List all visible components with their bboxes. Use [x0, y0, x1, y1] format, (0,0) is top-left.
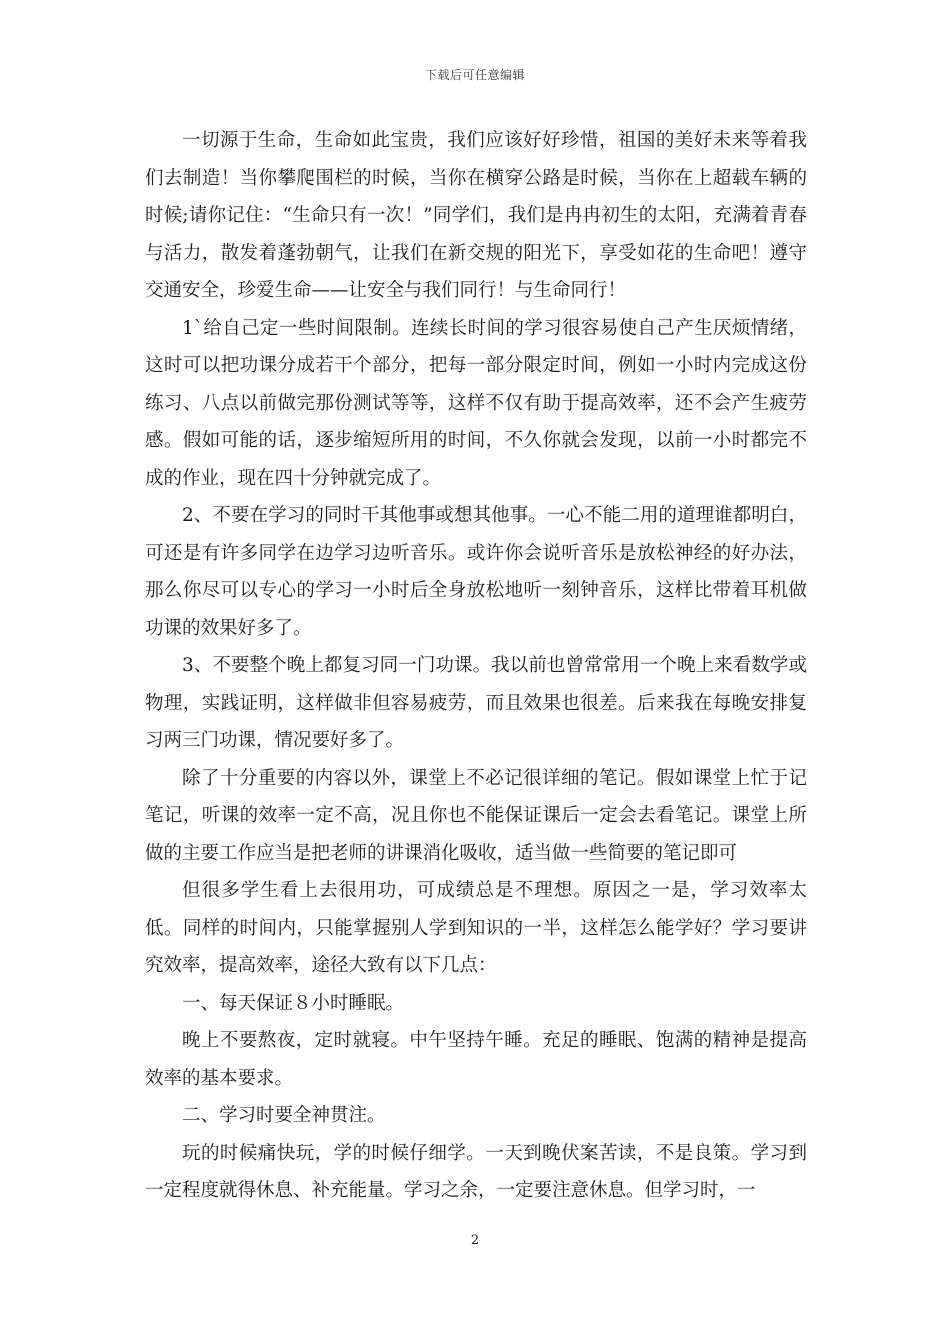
paragraph: 晚上不要熬夜，定时就寝。中午坚持午睡。充足的睡眠、饱满的精神是提高效率的基本要求。 — [145, 1030, 807, 1089]
paragraph: 1`给自己定一些时间限制。连续长时间的学习很容易使自己产生厌烦情绪，这时可以把功课分成若干个部分，把每一部分限定时间，例如一小时内完成这份练习、八点以前做完那份测试等等，这样不仅有助于提高效率，还不会产生疲劳感。假如可能的话，逐步缩短所用的时间，不久你就会发现，以前一小时都完不成的作业，现在四十分钟就完成了。 — [145, 317, 807, 489]
paragraph: 但很多学生看上去很用功，可成绩总是不理想。原因之一是，学习效率太低。同样的时间内，只能掌握别人学到知识的一半，这样怎么能学好？学习要讲究效率，提高效率，途径大致有以下几点： — [145, 880, 807, 976]
paragraph: 一、每天保证８小时睡眠。 — [182, 992, 405, 1014]
paragraph: 二、学习时要全神贯注。 — [182, 1105, 386, 1126]
page-header: 下载后可任意编辑 — [424, 68, 525, 82]
paragraph: 玩的时候痛快玩，学的时候仔细学。一天到晚伏案苦读，不是良策。学习到一定程度就得休息、补充能量。学习之余，一定要注意休息。但学习时，一 — [145, 1142, 807, 1201]
page-number: 2 — [470, 1233, 480, 1248]
paragraph: 2、不要在学习的同时干其他事或想其他事。一心不能二用的道理谁都明白，可还是有许多同学在边学习边听音乐。或许你会说听音乐是放松神经的好办法，那么你尽可以专心的学习一小时后全身放松地听一刻钟音乐，这样比带着耳机做功课的效果好多了。 — [145, 505, 807, 639]
paragraph: 除了十分重要的内容以外，课堂上不必记很详细的笔记。假如课堂上忙于记笔记，听课的效率一定不高，况且你也不能保证课后一定会去看笔记。课堂上所做的主要工作应当是把老师的讲课消化吸收，适当做一些简要的笔记即可 — [145, 767, 807, 864]
paragraph: 一切源于生命，生命如此宝贵，我们应该好好珍惜，祖国的美好未来等着我们去制造！当你攀爬围栏的时候，当你在横穿公路是时候，当你在上超载车辆的时候;请你记住：“生命只有一次！”同学们，我们是冉冉初生的太阳，充满着青春与活力，散发着蓬勃朝气，让我们在新交规的阳光下，享受如花的生命吧！遵守交通安全，珍爱生命——让安全与我们同行！与生命同行！ — [145, 130, 807, 301]
paragraph: 3、不要整个晚上都复习同一门功课。我以前也曾常常用一个晚上来看数学或物理，实践证明，这样做非但容易疲劳，而且效果也很差。后来我在每晚安排复习两三门功课，情况要好多了。 — [145, 655, 807, 751]
document-body — [145, 122, 807, 1210]
